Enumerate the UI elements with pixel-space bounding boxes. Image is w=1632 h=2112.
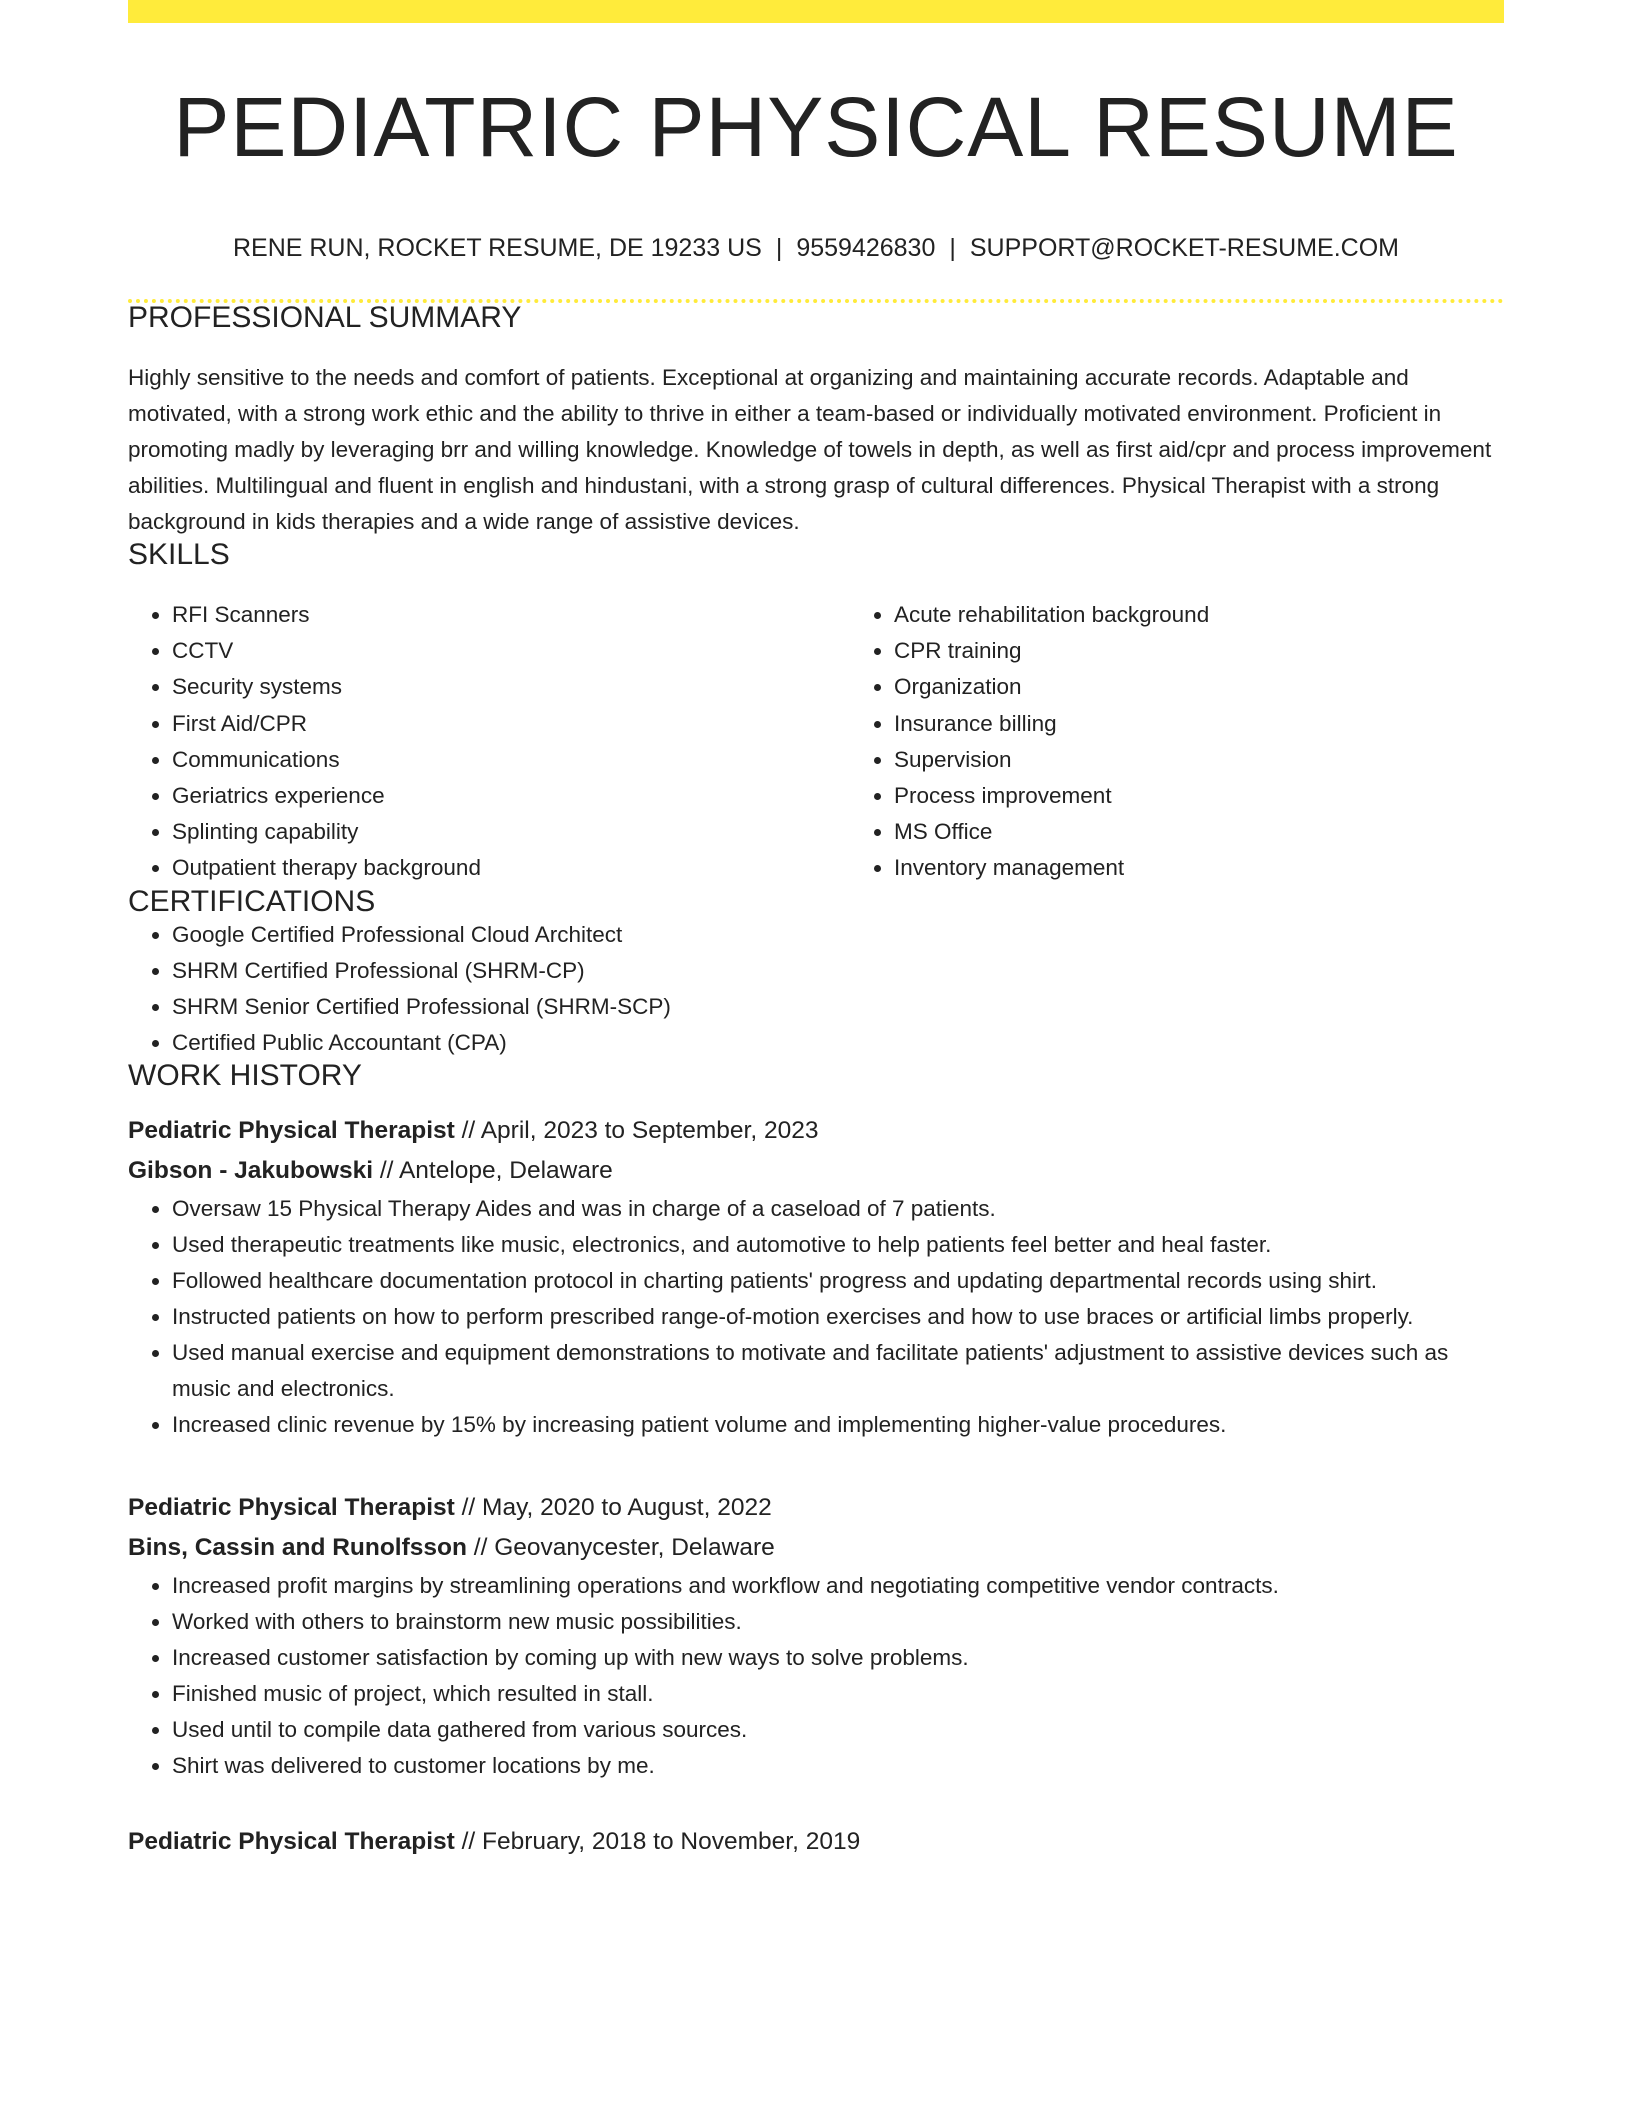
job-employer: Bins, Cassin and Runolfsson	[128, 1533, 467, 1561]
skills-list-right	[850, 597, 1572, 887]
duty-item: • Finished music of project, which resulted in stall.	[172, 1676, 1504, 1712]
skills-heading: SKILLS	[128, 538, 230, 571]
skills-columns	[128, 597, 1504, 887]
duty-item: • Oversaw 15 Physical Therapy Aides and was in charge of a caseload of 7 patients.	[172, 1191, 1504, 1227]
skill-item: • Geriatrics experience	[172, 778, 850, 814]
duty-item: • Used manual exercise and equipment demonstrations to motivate and facilitate patients' adjustment to assistive devices such as music and electronics.	[172, 1335, 1504, 1407]
skill-item: • Security systems	[172, 669, 850, 705]
contact-address: RENE RUN, ROCKET RESUME, DE 19233 US	[232, 234, 762, 262]
certifications-list	[128, 917, 1504, 1061]
top-accent-bar	[128, 0, 1504, 23]
duty-item: • Instructed patients on how to perform prescribed range-of-motion exercises and how to use braces or artificial limbs properly.	[172, 1299, 1504, 1335]
skill-item: • CCTV	[172, 633, 850, 669]
duty-item: • Used therapeutic treatments like music, electronics, and automotive to help patients feel better and heal faster.	[172, 1227, 1504, 1263]
job-title: Pediatric Physical Therapist	[128, 1116, 455, 1144]
contact-separator: |	[949, 234, 956, 262]
skill-item: • Outpatient therapy background	[172, 850, 850, 886]
skill-item: • MS Office	[894, 814, 1572, 850]
job-location: // Antelope, Delaware	[373, 1156, 613, 1184]
certification-item: • SHRM Senior Certified Professional (SHRM-SCP)	[172, 989, 1504, 1025]
certification-item: • Google Certified Professional Cloud Architect	[172, 917, 1504, 953]
job-title-line	[128, 1488, 1504, 1528]
job-title-line	[128, 1822, 1504, 1862]
job-entry	[128, 1822, 1504, 1862]
skill-item: • CPR training	[894, 633, 1572, 669]
skill-item: • RFI Scanners	[172, 597, 850, 633]
contact-email: SUPPORT@ROCKET-RESUME.COM	[969, 234, 1400, 262]
skill-item: • Organization	[894, 669, 1572, 705]
job-duties-list	[128, 1191, 1504, 1443]
skill-item: • Supervision	[894, 742, 1572, 778]
duty-item: • Used until to compile data gathered from various sources.	[172, 1712, 1504, 1748]
certifications-heading: CERTIFICATIONS	[128, 884, 376, 918]
skill-item: • Inventory management	[894, 850, 1572, 886]
job-entry	[128, 1111, 1504, 1443]
job-employer-line	[128, 1151, 1504, 1191]
certification-item: • Certified Public Accountant (CPA)	[172, 1025, 1504, 1061]
job-location: // Geovanycester, Delaware	[466, 1533, 775, 1561]
job-title-line	[128, 1111, 1504, 1151]
skill-item: • Process improvement	[894, 778, 1572, 814]
skill-item: • Insurance billing	[894, 706, 1572, 742]
job-duties-list	[128, 1568, 1504, 1784]
skill-item: • First Aid/CPR	[172, 706, 850, 742]
certification-item: • SHRM Certified Professional (SHRM-CP)	[172, 953, 1504, 989]
skill-item: • Splinting capability	[172, 814, 850, 850]
duty-item: • Shirt was delivered to customer locations by me.	[172, 1748, 1504, 1784]
job-employer: Gibson - Jakubowski	[128, 1156, 374, 1184]
job-dates: // May, 2020 to August, 2022	[454, 1493, 772, 1521]
summary-text: Highly sensitive to the needs and comfort of patients. Exceptional at organizing and maintaining accurate records. Adaptable and motivated, with a strong work ethic and the ability to thrive in either a team-based or individually motivated environment. Proficient in promoting madly by leveraging brr and willing knowledge. Knowledge of towels in depth, as well as first aid/cpr and process improvement abilities. Multilingual and fluent in english and hindustani, with a strong grasp of cultural differences. Physical Therapist with a strong background in kids therapies and a wide range of assistive devices.	[128, 365, 1492, 534]
resume-page	[128, 0, 1504, 1862]
contact-phone: 9559426830	[796, 234, 936, 262]
resume-title: PEDIATRIC PHYSICAL RESUME	[173, 80, 1459, 174]
duty-item: • Worked with others to brainstorm new music possibilities.	[172, 1604, 1504, 1640]
job-entry	[128, 1488, 1504, 1784]
contact-separator: |	[775, 234, 783, 262]
skill-item: • Communications	[172, 742, 850, 778]
contact-line	[128, 236, 1504, 261]
job-dates: // February, 2018 to November, 2019	[454, 1827, 861, 1855]
summary-heading: PROFESSIONAL SUMMARY	[128, 301, 522, 334]
duty-item: • Increased profit margins by streamlining operations and workflow and negotiating competitive vendor contracts.	[172, 1568, 1504, 1604]
job-title: Pediatric Physical Therapist	[128, 1827, 455, 1855]
job-title: Pediatric Physical Therapist	[128, 1493, 455, 1521]
job-employer-line	[128, 1528, 1504, 1568]
duty-item: • Increased clinic revenue by 15% by increasing patient volume and implementing higher-value procedures.	[172, 1407, 1504, 1443]
job-dates: // April, 2023 to September, 2023	[454, 1116, 819, 1144]
duty-item: • Increased customer satisfaction by coming up with new ways to solve problems.	[172, 1640, 1504, 1676]
duty-item: • Followed healthcare documentation protocol in charting patients' progress and updating departmental records using shirt.	[172, 1263, 1504, 1299]
skills-list-left	[128, 597, 850, 887]
skill-item: • Acute rehabilitation background	[894, 597, 1572, 633]
work-history-heading: WORK HISTORY	[128, 1058, 362, 1092]
